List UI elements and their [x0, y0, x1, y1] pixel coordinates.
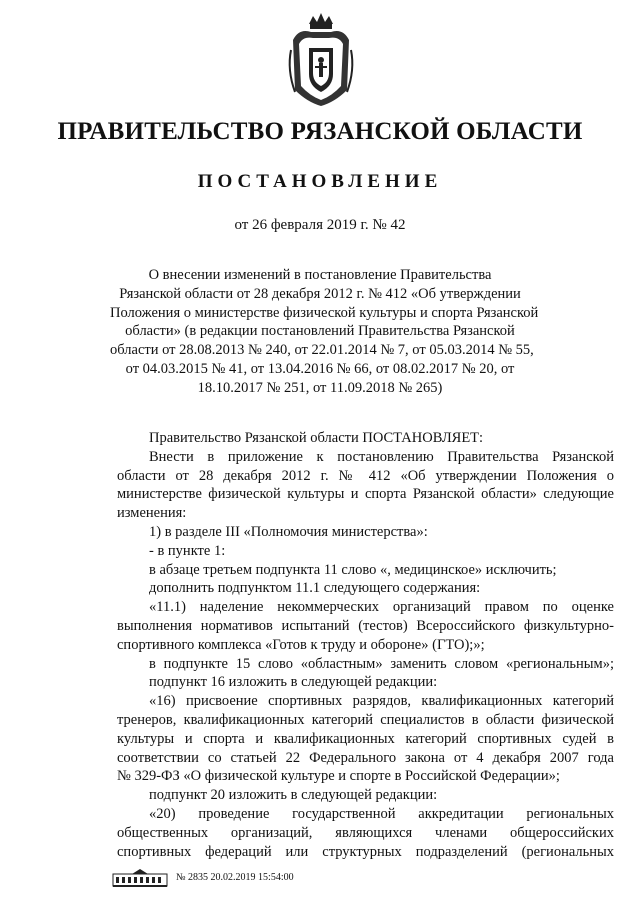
body-line: Правительство Рязанской области ПОСТАНОВЛЯЕТ: — [149, 430, 484, 446]
body-line: общественных организаций, являющихся членами общероссийских — [117, 824, 614, 841]
document-body — [117, 429, 614, 861]
subject-line: О внесении изменений в постановление Правительства — [148, 267, 492, 283]
body-line: области от 28 декабря 2012 г. № 412 «Об утверждении Положения о — [117, 467, 614, 484]
body-line: подпункт 20 изложить в следующей редакции: — [149, 787, 438, 804]
subject-line: области» (в редакции постановлений Правительства Рязанской — [125, 323, 515, 340]
body-line: «11.1) наделение некоммерческих организаций правом по оценке — [149, 599, 614, 616]
body-line: - в пункте 1: — [149, 542, 226, 559]
body-line: министерстве физической культуры и спорта Рязанской области» следующие — [117, 486, 614, 503]
stamp-text — [176, 872, 294, 883]
body-line: спортивных федераций или структурных подразделений (региональных — [117, 843, 614, 860]
stamp-number-date: 2835 20.02.2019 15:54:00 — [188, 872, 294, 883]
body-line: соответствии со статьей 22 Федерального закона от 4 декабря 2007 года — [117, 749, 614, 766]
body-line: подпункт 16 изложить в следующей редакции: — [149, 674, 438, 691]
document-subject — [110, 266, 539, 398]
body-line: в подпункте 15 слово «областным» заменить словом «региональным»; — [149, 655, 614, 672]
body-line: № 329-ФЗ «О физической культуре и спорте в Российской Федерации»; — [117, 768, 560, 785]
subject-line: Рязанской области от 28 декабря 2012 г. № 412 «Об утверждении — [119, 285, 521, 302]
subject-line: Положения о министерстве физической культуры и спорта Рязанской — [110, 304, 539, 321]
body-line: изменения: — [117, 505, 187, 522]
subject-line: от 04.03.2015 № 41, от 13.04.2016 № 66, от 08.02.2017 № 20, от — [125, 360, 515, 377]
document-type-heading: ПОСТАНОВЛЕНИЕ — [197, 171, 443, 192]
body-line: «20) проведение государственной аккредитации региональных — [149, 805, 614, 822]
registration-stamp — [112, 868, 372, 890]
body-line: Внести в приложение к постановлению Правительства Рязанской — [149, 448, 614, 465]
body-line: в абзаце третьем подпункта 11 слово «, медицинское» исключить; — [149, 561, 557, 578]
organization-heading: ПРАВИТЕЛЬСТВО РЯЗАНСКОЙ ОБЛАСТИ — [57, 118, 583, 145]
stamp-number-sign: № — [176, 872, 186, 883]
body-line: «16) присвоение спортивных разрядов, квалификационных категорий — [149, 693, 614, 710]
body-line: дополнить подпунктом 11.1 следующего содержания: — [149, 580, 481, 597]
body-line: 1) в разделе III «Полномочия министерства»: — [149, 523, 428, 540]
body-line: тренеров, квалификационных категорий специалистов в области физической — [117, 711, 614, 728]
body-line: спортивного комплекса «Готов к труду и обороне» (ГТО);»; — [117, 636, 485, 653]
building-logo-icon — [112, 868, 168, 888]
document-date: от 26 февраля 2019 г. № 42 — [234, 217, 406, 233]
coat-of-arms-icon — [285, 10, 357, 110]
body-line: выполнения нормативов испытаний (тестов) Всероссийского физкультурно- — [117, 617, 614, 634]
subject-line: 18.10.2017 № 251, от 11.09.2018 № 265) — [197, 379, 443, 396]
body-line: культуры и спорта и квалификационных категорий спортивных судей в — [117, 730, 614, 747]
subject-line: области от 28.08.2013 № 240, от 22.01.2014 № 7, от 05.03.2014 № 55, — [110, 342, 534, 359]
